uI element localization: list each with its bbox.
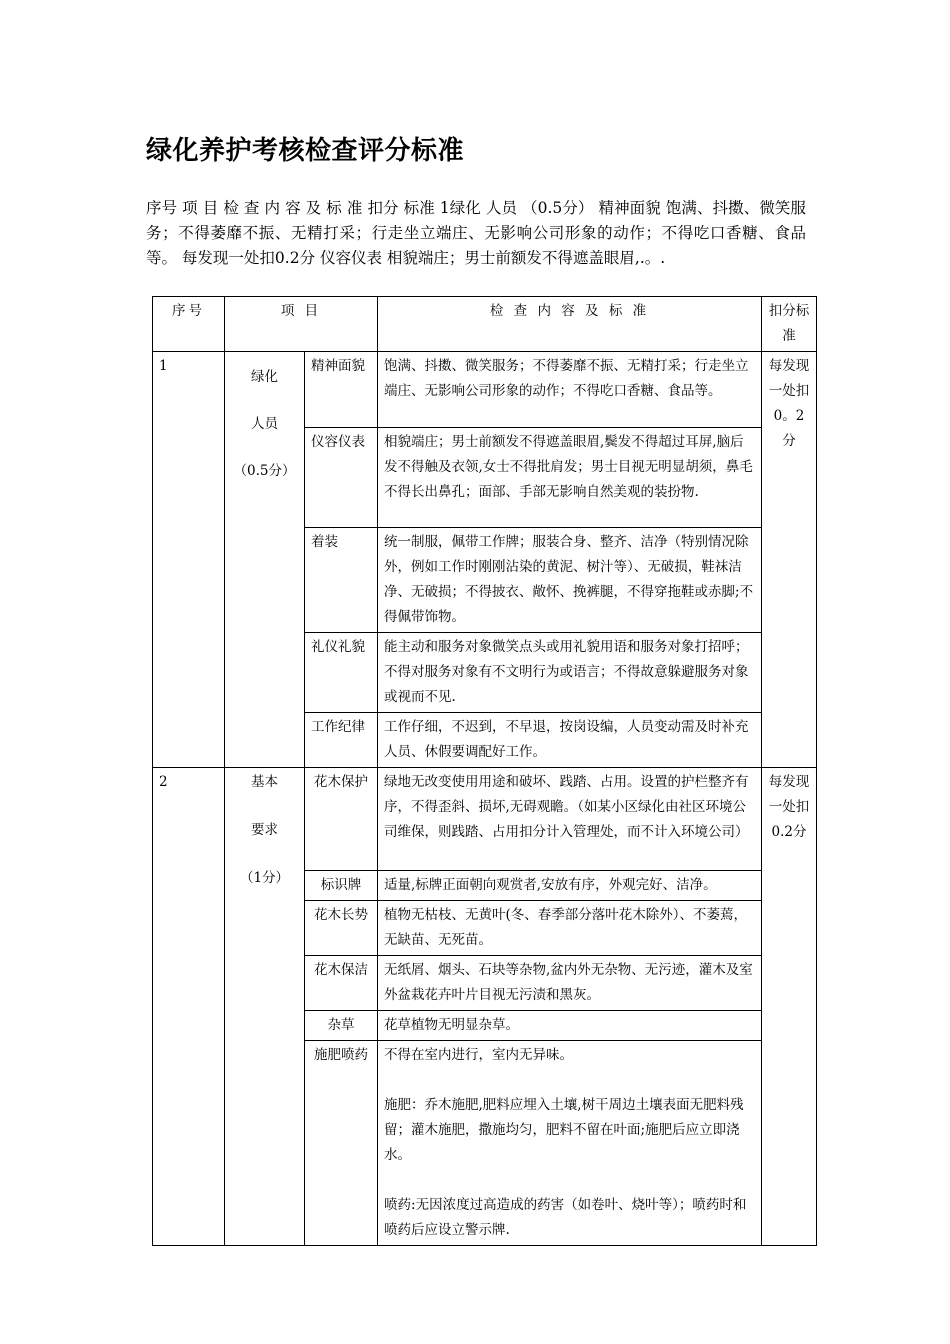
section-category <box>225 352 305 768</box>
category-line: 要求 <box>251 822 278 838</box>
table-row <box>153 352 817 428</box>
category-line: 基本 <box>251 774 278 790</box>
item-name: 花木保洁 <box>305 956 378 1011</box>
item-content: 统一制服，佩带工作牌；服装合身、整齐、洁净（特别情况除外，例如工作时刚刚沾染的黄泥、树汁等）、无破损，鞋袜洁净、无破损；不得披衣、敞怀、挽裤腿，不得穿拖鞋或赤脚;不得佩带饰物。 <box>378 528 762 633</box>
section-number: 1 <box>153 352 225 768</box>
section-number: 2 <box>153 768 225 1246</box>
item-content: 工作仔细，不迟到，不早退，按岗设编，人员变动需及时补充人员、休假要调配好工作。 <box>378 713 762 768</box>
item-name: 礼仪礼貌 <box>305 633 378 713</box>
item-content: 能主动和服务对象微笑点头或用礼貌用语和服务对象打招呼；不得对服务对象有不文明行为或语言；不得故意躲避服务对象或视而不见. <box>378 633 762 713</box>
item-name: 花木长势 <box>305 901 378 956</box>
category-line: 绿化 <box>251 369 278 385</box>
item-name: 施肥喷药 <box>305 1041 378 1246</box>
item-content: 适量,标牌正面朝向观赏者,安放有序，外观完好、洁净。 <box>378 871 762 901</box>
intro-paragraph: 序号 项 目 检 查 内 容 及 标 准 扣分 标准 1绿化 人员 （0.5分） 精神面貌 饱满、抖擞、微笑服务；不得萎靡不振、无精打采；行走坐立端庄、无影响公司形象的动作；不得吃口香糖、食品等。 每发现一处扣0.2分 仪容仪表 相貌端庄；男士前额发不得遮盖眼眉,.。. <box>146 199 806 267</box>
header-deduct: 扣分标准 <box>762 297 817 352</box>
item-name: 着装 <box>305 528 378 633</box>
item-content: 无纸屑、烟头、石块等杂物,盆内外无杂物、无污迹，灌木及室外盆栽花卉叶片目视无污渍和黑灰。 <box>378 956 762 1011</box>
paragraph-gap <box>384 1068 755 1093</box>
item-content: 相貌端庄；男士前额发不得遮盖眼眉,鬓发不得超过耳屏,脑后发不得触及衣领,女士不得批肩发；男士目视无明显胡须，鼻毛不得长出鼻孔；面部、手部无影响自然美观的装扮物. <box>378 428 762 528</box>
paragraph-gap <box>384 1168 755 1193</box>
section-category <box>225 768 305 1246</box>
category-line: （0.5分） <box>233 463 296 479</box>
criteria-table <box>152 296 817 1246</box>
content-paragraph: 不得在室内进行，室内无异味。 <box>384 1047 574 1063</box>
item-name: 精神面貌 <box>305 352 378 428</box>
item-name: 标识牌 <box>305 871 378 901</box>
item-name: 花木保护 <box>305 768 378 871</box>
page-title: 绿化养护考核检查评分标准 <box>146 136 465 166</box>
item-content <box>378 1041 762 1246</box>
content-paragraph: 喷药:无因浓度过高造成的药害（如卷叶、烧叶等）；喷药时和喷药后应设立警示牌. <box>384 1197 747 1238</box>
table-header-row <box>153 297 817 352</box>
item-content: 植物无枯枝、无黄叶(冬、春季部分落叶花木除外）、不萎蔫，无缺苗、无死苗。 <box>378 901 762 956</box>
item-name: 工作纪律 <box>305 713 378 768</box>
header-no: 序号 <box>153 297 225 352</box>
item-content: 绿地无改变使用用途和破坏、践踏、占用。设置的护栏整齐有序，不得歪斜、损坏,无碍观瞻。（如某小区绿化由社区环境公司维保，则践踏、占用扣分计入管理处，而不计入环境公司） <box>378 768 762 871</box>
header-content: 检 查 内 容 及 标 准 <box>378 297 762 352</box>
deduction-rule: 每发现一处扣0。2分 <box>762 352 817 768</box>
category-line: 人员 <box>251 416 278 432</box>
header-item: 项 目 <box>225 297 378 352</box>
table-row <box>153 768 817 871</box>
content-paragraph: 施肥：乔木施肥,肥料应埋入土壤,树干周边土壤表面无肥料残留；灌木施肥，撒施均匀，肥料不留在叶面;施肥后应立即浇水。 <box>384 1097 744 1163</box>
item-name: 仪容仪表 <box>305 428 378 528</box>
item-content: 饱满、抖擞、微笑服务；不得萎靡不振、无精打采；行走坐立端庄、无影响公司形象的动作；不得吃口香糖、食品等。 <box>378 352 762 428</box>
category-line: （1分） <box>239 870 290 886</box>
item-content: 花草植物无明显杂草。 <box>378 1011 762 1041</box>
deduction-rule: 每发现一处扣0.2分 <box>762 768 817 1246</box>
item-name: 杂草 <box>305 1011 378 1041</box>
